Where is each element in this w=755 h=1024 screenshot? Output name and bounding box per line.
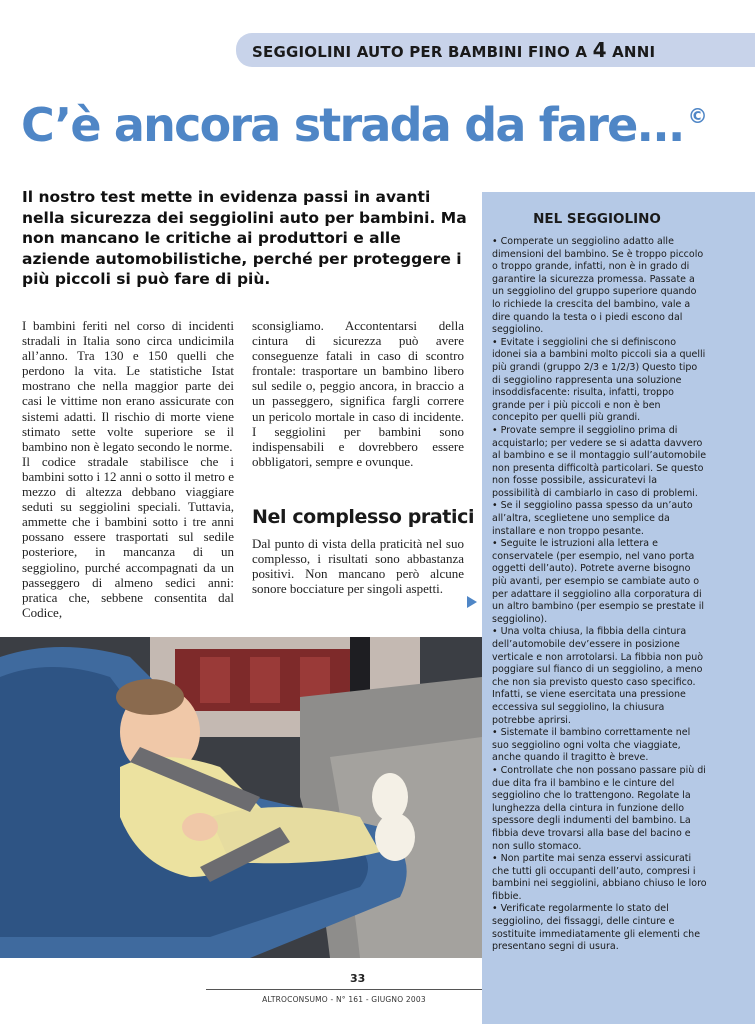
footer-publication: ALTROCONSUMO - N° 161 - GIUGNO 2003 [262,995,426,1004]
section-header-post: ANNI [606,43,656,61]
article-title [21,98,708,152]
continue-arrow-icon [467,596,477,608]
body-paragraph: Dal punto di vista della praticità nel suo complesso, i risultati sono abbastanza positivi. Non mancano però alcune sonore bocciature per singoli aspetti. [252,536,464,597]
sidebar-tip: • Evitate i seggiolini che si definiscono idonei sia a bambini molto piccoli sia a quelli più grandi (gruppo 2/3 e 1/2/3) Questo tipo di seggiolino rappresenta una soluzione insoddisfacente: risulta, infatti, troppo grande per i più piccoli e non è ben concepito per quelli più grandi. [492,336,706,424]
footer-divider [206,989,482,990]
article-title-text: C’è ancora strada da fare... [21,98,684,152]
page-number: 33 [350,972,366,985]
child-car-seat-photo [0,637,482,958]
sidebar-title: NEL SEGGIOLINO [533,211,661,227]
sidebar-tip: • Verificate regolarmente lo stato del seggiolino, dei fissaggi, delle cinture e sostituite immediatamente gli elementi che presentano segni di usura. [492,903,701,953]
sidebar-list [492,236,707,954]
sidebar-tip: • Seguite le istruzioni alla lettera e conservatele (per esempio, nel vano porta oggetti dell’auto). Potrete averne bisogno più avanti, per esempio se cambiate auto o per adattare il seggiolino alla corporatura di un altro bambino (per esempio se prestate il seggiolino). [492,538,705,625]
body-column-1 [22,318,234,620]
sidebar-tip: • Non partite mai senza esservi assicurati che tutti gli occupanti dell’auto, compresi i bambini nei seggiolini, abbiano chiuso le loro fibbie. [492,853,707,902]
sidebar-tip: • Controllate che non possano passare più di due dita fra il bambino e le cinture del seggiolino che lo trattengono. Regolate la lunghezza della cintura in funzione dello spessore degli indumenti del bambino. La fibbia deve trovarsi alla base del bacino e non sullo stomaco. [492,764,706,852]
body-paragraph: Il codice stradale stabilisce che i bambini sotto i 12 anni o sotto il metro e mezzo di altezza debbano viaggiare seduti su seggiolini speciali. Tuttavia, ammette che i bambini sotto i tre anni possano essere trasportati sul sedile posteriore, in mancanza di un seggiolino, purché accompagnati da un passeggero di almeno sedici anni: pratica che, sebbene consentita dal Codice, [22,453,234,620]
body-paragraph: sconsigliamo. Accontentarsi della cintura di sicurezza può avere conseguenze fatali in caso di scontro frontale: trasportare un bambino libero sul sedile o, peggio ancora, in braccio a un passeggero, significa fargli correre un pericolo mortale in caso di incidente. I seggiolini per bambini sono indispensabili e dovrebbero essere obbligatori, sempre e ovunque. [252,318,464,469]
section-header [252,38,655,62]
sidebar-tip: • Sistemate il bambino correttamente nel suo seggiolino ogni volta che viaggiate, anche quando il tragitto è breve. [492,727,691,764]
copyright-mark: © [687,104,708,128]
sidebar-tip: • Una volta chiusa, la fibbia della cintura dell’automobile dev’essere in posizione verticale e non arrotolarsi. La fibbia non può poggiare sul fianco di un seggiolino, a meno che non sia previsto questo caso specifico. Infatti, se viene esercitata una pressione eccessiva sul seggiolino, la chiusura potrebbe aprirsi. [492,626,704,726]
section-header-pre: SEGGIOLINI AUTO PER BAMBINI FINO A [252,43,593,61]
subheading: Nel complesso pratici [252,506,475,528]
body-column-2 [252,318,464,469]
sidebar-tip: • Provate sempre il seggiolino prima di acquistarlo; per vedere se si adatta davvero al bambino e se il montaggio sull’automobile non presenta difficoltà particolari. Se questo non fosse possibile, assicuratevi la possibilità di cambiarlo in caso di problemi. [492,424,707,499]
article-lead: Il nostro test mette in evidenza passi in avanti nella sicurezza dei seggiolini auto per bambini. Ma non mancano le critiche ai produttori e alle aziende automobilistiche, perché per proteggere i più piccoli si può fare di più. [22,188,467,288]
sidebar-tip: • Comperate un seggiolino adatto alle dimensioni del bambino. Se è troppo piccolo o troppo grande, infatti, non è in grado di garantire la sicurezza promessa. Passate a un seggiolino del gruppo superiore quando lo richiede la crescita del bambino, vale a dire quando la testa o i piedi escono dal seggiolino. [492,236,704,336]
body-paragraph: I bambini feriti nel corso di incidenti stradali in Italia sono circa undicimila all’anno. Tra 130 e 150 quelli che perdono la vita. Le statistiche Istat mostrano che nella maggior parte dei casi le vittime non erano assicurate con sistemi adatti. Il rischio di morte viene stimato sette volte superiore se il bambino non è legato secondo le norme. [22,318,234,454]
sidebar-tip: • Se il seggiolino passa spesso da un’auto all’altra, sceglietene uno semplice da installare e non troppo pesante. [492,500,693,537]
body-column-2-bottom [252,536,464,596]
section-header-number: 4 [592,38,607,62]
